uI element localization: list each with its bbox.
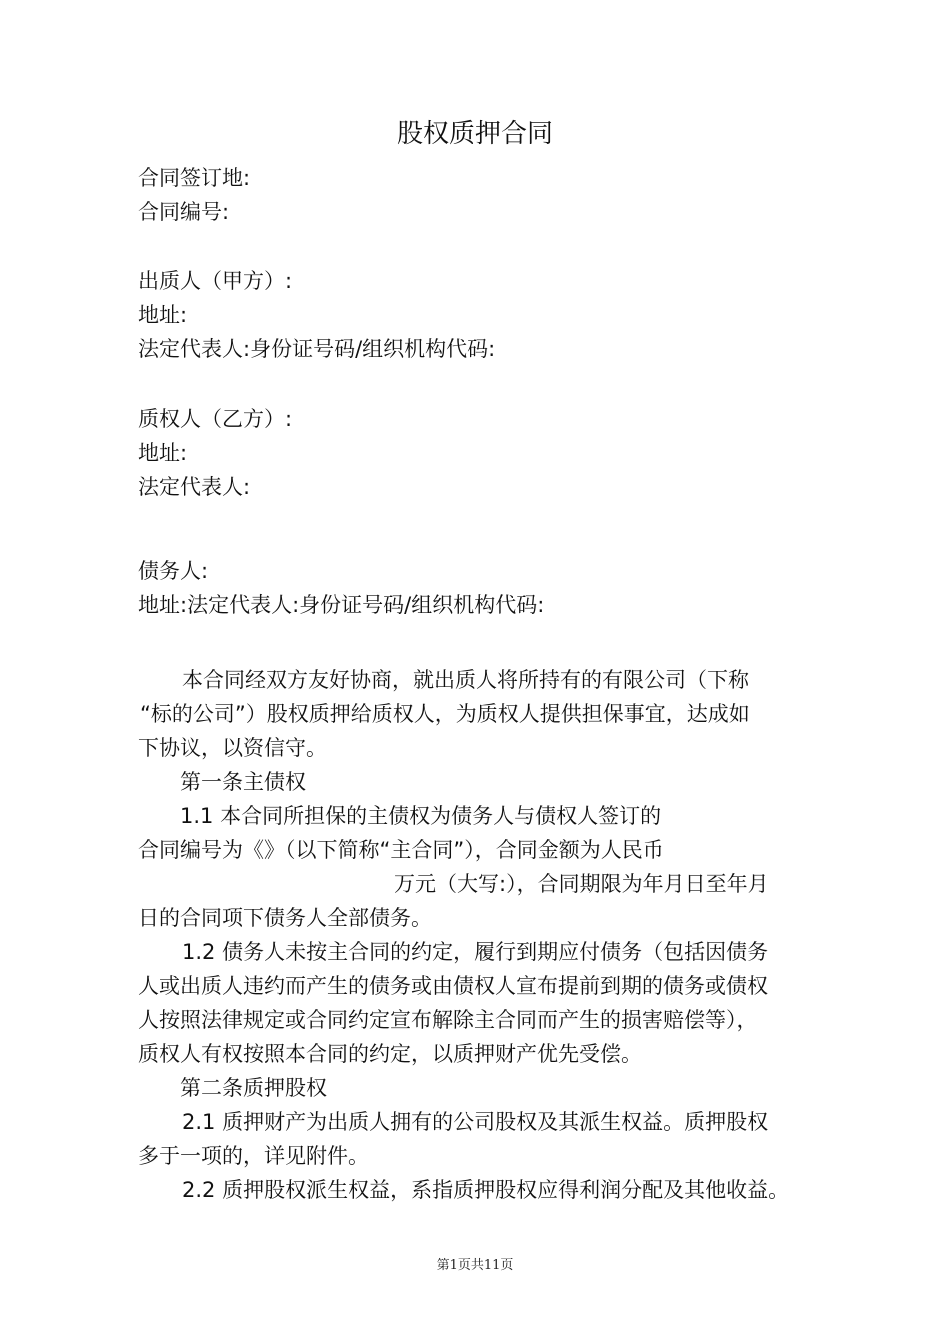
- pledgee-address: 地址:: [138, 441, 188, 465]
- pledgor-representative: 法定代表人:身份证号码/组织机构代码:: [138, 337, 496, 361]
- clause-line: 人按照法律规定或合同约定宣布解除主合同而产生的损害赔偿等），: [138, 1008, 758, 1032]
- body-line: 本合同经双方友好协商，就出质人将所持有的有限公司（下称: [182, 668, 749, 692]
- body-line: 下协议，以资信守。: [138, 736, 327, 760]
- clause-line: 合同编号为《》（以下简称“主合同”），合同金额为人民币: [138, 838, 664, 862]
- section-heading: 第二条质押股权: [180, 1076, 327, 1100]
- clause-line: 多于一项的，详见附件。: [138, 1144, 369, 1168]
- document-title: 股权质押合同: [396, 119, 553, 149]
- clause-line: 日的合同项下债务人全部债务。: [138, 906, 432, 930]
- clause-line: 2.1 质押财产为出质人拥有的公司股权及其派生权益。质押股权: [182, 1110, 769, 1134]
- clause-line: 质权人有权按照本合同的约定，以质押财产优先受偿。: [138, 1042, 642, 1066]
- page-footer: 第1页共11页: [436, 1258, 514, 1273]
- clause-line: 1.2 债务人未按主合同的约定，履行到期应付债务（包括因债务: [182, 940, 769, 964]
- pledgor-address: 地址:: [138, 303, 188, 327]
- clause-line: 2.2 质押股权派生权益，系指质押股权应得利润分配及其他收益。: [182, 1178, 790, 1202]
- debtor-label: 债务人:: [138, 559, 209, 583]
- pledgee-label: 质权人（乙方）:: [138, 407, 293, 431]
- pledgor-label: 出质人（甲方）:: [138, 269, 293, 293]
- clause-line: 人或出质人违约而产生的债务或由债权人宣布提前到期的债务或债权: [138, 974, 768, 998]
- section-heading: 第一条主债权: [180, 770, 306, 794]
- clause-line: 1.1 本合同所担保的主债权为债务人与债权人签订的: [180, 804, 662, 828]
- contract-number-field: 合同编号:: [138, 200, 230, 224]
- sign-place-field: 合同签订地:: [138, 166, 251, 190]
- body-line: “标的公司”）股权质押给质权人，为质权人提供担保事宜，达成如: [140, 702, 750, 726]
- clause-line: 万元（大写:），合同期限为年月日至年月: [394, 872, 769, 896]
- pledgee-representative: 法定代表人:: [138, 475, 251, 499]
- debtor-address-representative: 地址:法定代表人:身份证号码/组织机构代码:: [138, 593, 545, 617]
